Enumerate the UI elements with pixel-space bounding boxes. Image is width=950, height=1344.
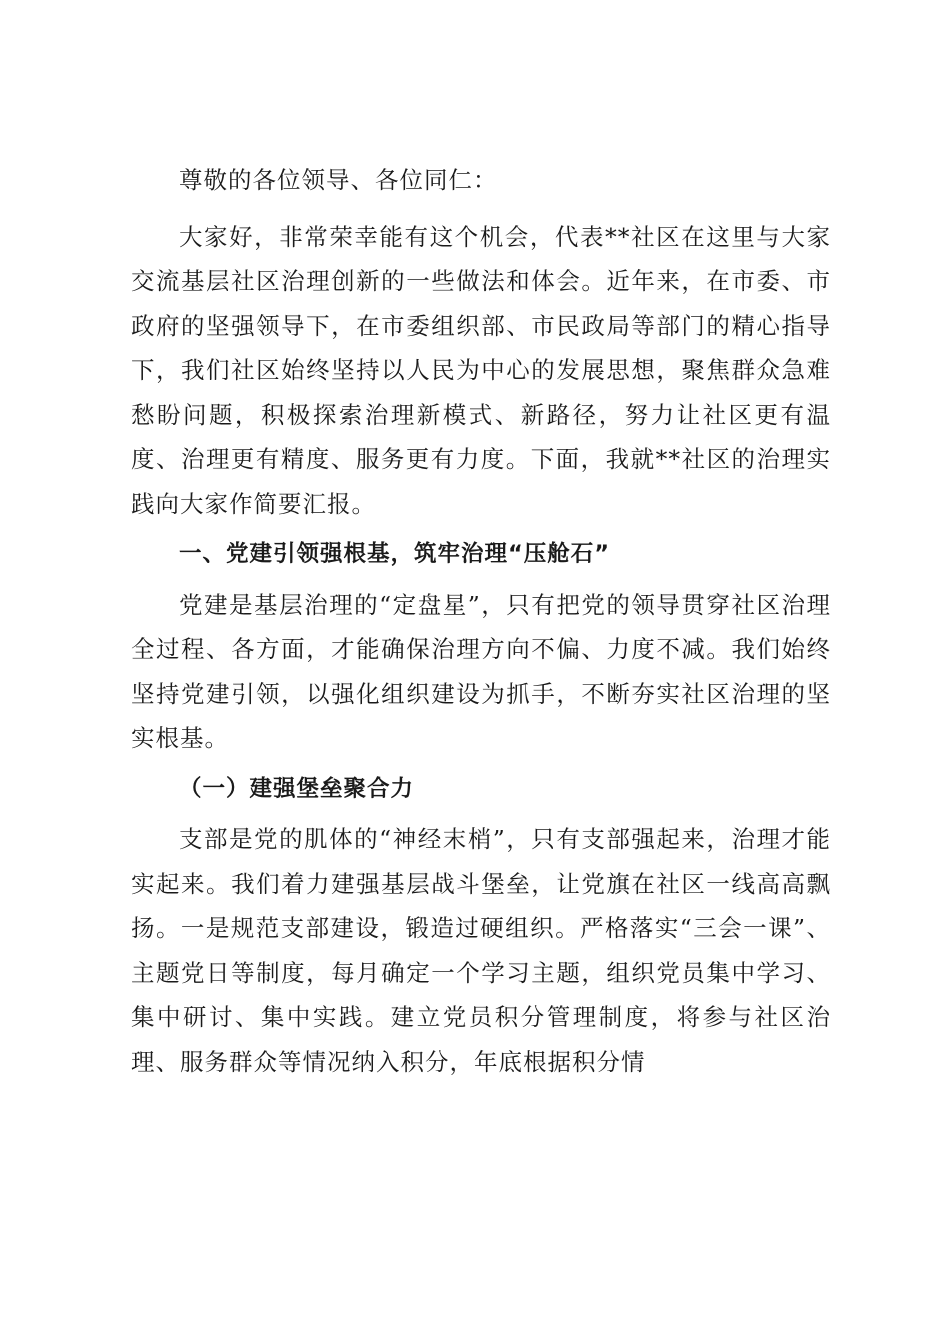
subsection-heading-1: （一）建强堡垒聚合力	[179, 775, 415, 802]
section-1-paragraph: 党建是基层治理的“定盘星”，只有把党的领导贯穿社区治理全过程、各方面，才能确保治理方向不偏、力度不减。我们始终坚持党建引领，以强化组织建设为抓手，不断夯实社区治理的坚实根基。	[131, 590, 831, 752]
subsection-1-paragraph: 支部是党的肌体的“神经末梢”，只有支部强起来，治理才能实起来。我们着力建强基层战斗堡垒，让党旗在社区一线高高飘扬。一是规范支部建设，锻造过硬组织。严格落实“三会一课”、主题党日等制度，每月确定一个学习主题，组织党员集中学习、集中研讨、集中实践。建立党员积分管理制度，将参与社区治理、服务群众等情况纳入积分，年底根据积分情	[131, 825, 831, 1076]
intro-paragraph: 大家好，非常荣幸能有这个机会，代表**社区在这里与大家交流基层社区治理创新的一些做法和体会。近年来，在市委、市政府的坚强领导下，在市委组织部、市民政局等部门的精心指导下，我们社区始终坚持以人民为中心的发展思想，聚焦群众急难愁盼问题，积极探索治理新模式、新路径，努力让社区更有温度、治理更有精度、服务更有力度。下面，我就**社区的治理实践向大家作简要汇报。	[131, 222, 831, 518]
section-heading-1: 一、党建引领强根基，筑牢治理“压舱石”	[179, 541, 611, 567]
document-body	[131, 158, 831, 1090]
salutation: 尊敬的各位领导、各位同仁：	[179, 166, 498, 194]
